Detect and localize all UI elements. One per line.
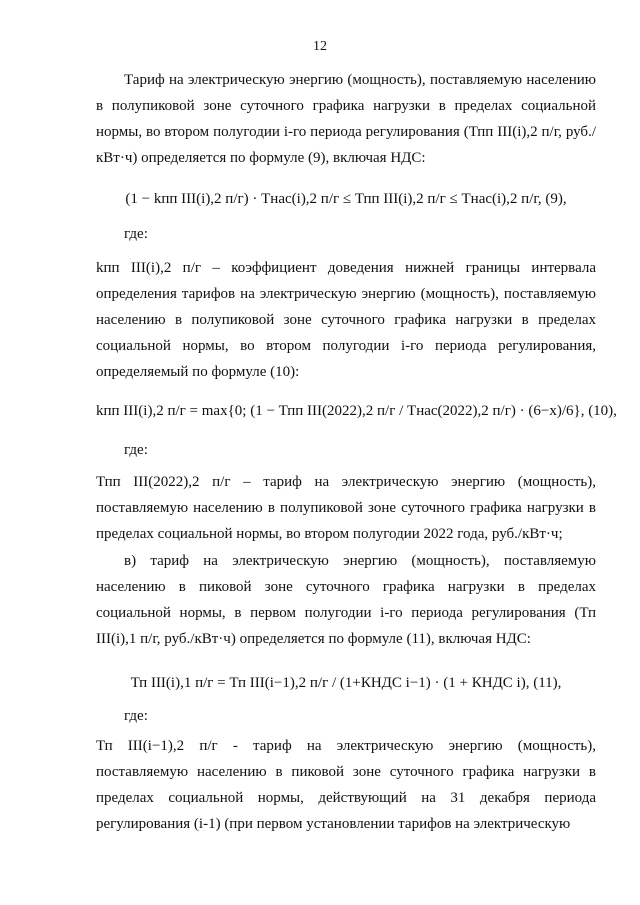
formula-10: kпп III(i),2 п/г = max{0; (1 − Тпп III(2022),2 п/г / Тнас(2022),2 п/г) · (6−x)/6}, (10), — [96, 403, 617, 419]
paragraph-tariff-2022-definition: Тпп III(2022),2 п/г – тариф на электрическую энергию (мощность), поставляемую населению в полупиковой зоне суточного графика нагрузки в пределах социальной нормы, во втором полугодии 2022 года, руб./кВт·ч; — [96, 474, 596, 542]
formula-11: Тп III(i),1 п/г = Тп III(i−1),2 п/г / (1+КНДС i−1) · (1 + КНДС i), (11), — [130, 675, 562, 691]
paragraph-tariff-previous-period-definition: Тп III(i−1),2 п/г - тариф на электрическую энергию (мощность), поставляемую населению в пиковой зоне суточного графика нагрузки в пределах социальной нормы, действующий на 31 декабря периода регулирования (i-1) (при первом установлении тарифов на электрическую — [96, 738, 596, 832]
paragraph-tariff-peak-first-half: в) тариф на электрическую энергию (мощность), поставляемую населению в пиковой зоне суточного графика нагрузки в пределах социальной нормы, в первом полугодии i-го периода регулирования (Тп III(i),1 п/г, руб./кВт·ч) определяется по формуле (11), включая НДС: — [96, 553, 596, 647]
page-number: 12 — [313, 39, 327, 54]
paragraph-coefficient-definition: kпп III(i),2 п/г – коэффициент доведения нижней границы интервала определения тарифов на электрическую энергию (мощность), поставляемую населению в полупиковой зоне суточного графика нагрузки в пределах социальной нормы, во втором полугодии i-го периода регулирования, определяемый по формуле (10): — [96, 260, 596, 380]
where-label: где: — [124, 226, 148, 242]
where-label: где: — [124, 708, 148, 724]
paragraph-tariff-semipeak-second-half: Тариф на электрическую энергию (мощность), поставляемую населению в полупиковой зоне суточного графика нагрузки в пределах социальной нормы, во втором полугодии i-го периода регулирования (Тпп III(i),2 п/г, руб./кВт·ч) определяется по формуле (9), включая НДС: — [96, 72, 596, 166]
where-label: где: — [124, 442, 148, 458]
formula-9: (1 − kпп III(i),2 п/г) · Тнас(i),2 п/г ≤ Тпп III(i),2 п/г ≤ Тнас(i),2 п/г, (9), — [125, 191, 567, 207]
